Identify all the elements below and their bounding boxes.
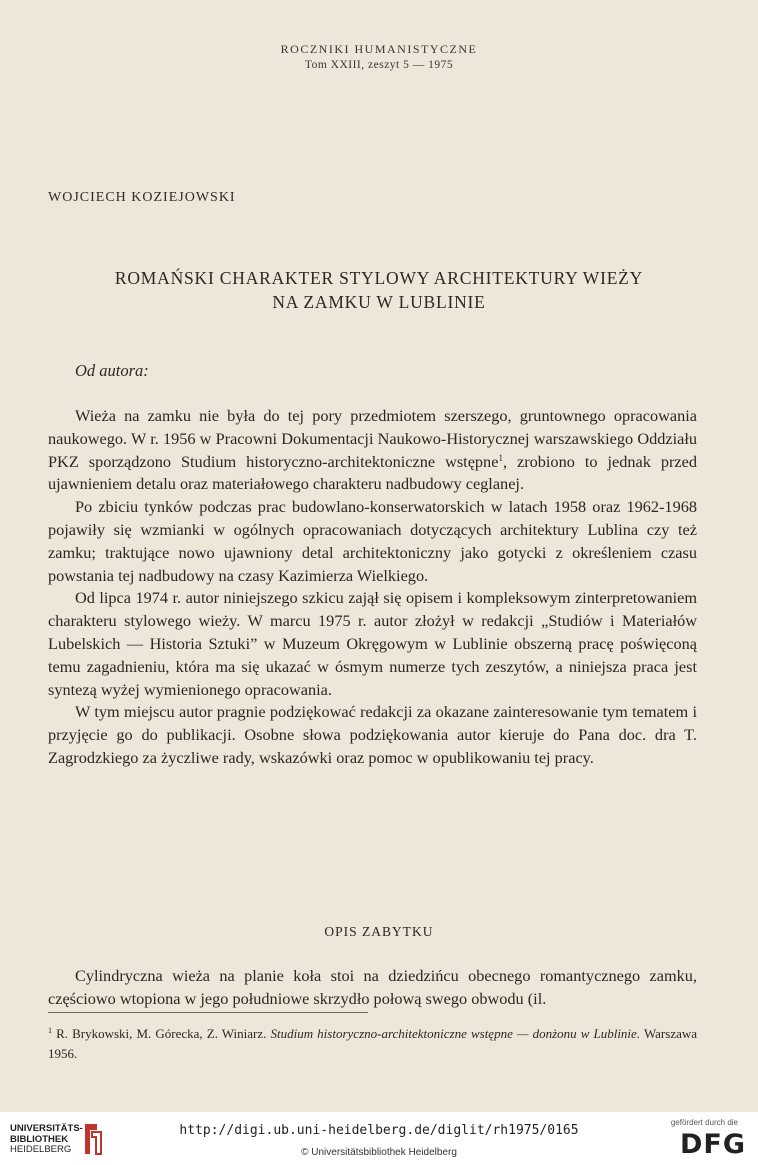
section-text xyxy=(48,965,697,1011)
from-author-heading: Od autora: xyxy=(75,361,149,380)
footnote-place: Warszawa 1956. xyxy=(48,1026,698,1061)
paragraph-1 xyxy=(48,405,697,496)
library-line-3: HEIDELBERG xyxy=(10,1144,72,1155)
footnote-number: 1 xyxy=(48,1026,52,1035)
footnote-divider xyxy=(48,1012,368,1013)
footnote-title: Studium historyczno-architektoniczne wstępne — donżonu w Lublinie. xyxy=(270,1026,641,1041)
paragraph-1-start: Wieża na zamku nie była do tej pory przedmiotem szerszego, gruntownego opracowania naukowego. W r. 1956 w Pracowni Dokumentacji Naukowo-Historycznej warszawskiego Oddziału PKZ sporządzono Studium historyczno-architektoniczne wstępne xyxy=(48,406,697,471)
paragraph-4: W tym miejscu autor pragnie podziękować redakcji za okazane zainteresowanie tym tematem i przyjęcie go do publikacji. Osobne słowa podziękowania autor kieruje do Pana doc. dra T. Zagrodzkiego za życzliwe rady, wskazówki oraz pomoc w opublikowaniu tej pracy. xyxy=(48,702,697,767)
preface-text xyxy=(48,405,697,770)
paragraph-1-end: , zrobiono to jednak przed ujawnieniem detalu oraz materiałowego charakteru nadbudowy ceglanej. xyxy=(48,451,697,494)
library-line-1: UNIVERSITÄTS- xyxy=(10,1123,83,1134)
library-line-2: BIBLIOTHEK xyxy=(10,1133,69,1145)
title-line-1: ROMAŃSKI CHARAKTER STYLOWY ARCHITEKTURY WIEŻY xyxy=(114,268,644,288)
copyright-notice: © Universitätsbibliothek Heidelberg xyxy=(301,1147,457,1158)
article-title xyxy=(0,266,758,314)
article-author: WOJCIECH KOZIEJOWSKI xyxy=(48,190,236,205)
footnote-authors: R. Brykowski, M. Górecka, Z. Winiarz. xyxy=(56,1026,267,1041)
paragraph-2: Po zbiciu tynków podczas prac budowlano-konserwatorskich w latach 1958 oraz 1962-1968 pojawiły się wzmianki w ogólnych opracowaniach dotyczących architektury Lublina czy też zamku; traktujące nowo ujawniony detal architektoniczny jako gotycki z określeniem czasu powstania tej nadbudowy na czasy Kazimierza Wielkiego. xyxy=(48,497,697,585)
section-paragraph-1: Cylindryczna wieża na planie koła stoi na dziedzińcu obecnego romantycznego zamku, częściowo wtopiona w jego południowe skrzydło połową swego obwodu (il. xyxy=(48,966,697,1008)
section-heading: OPIS ZABYTKU xyxy=(324,924,434,939)
dfg-logo[interactable]: DFG xyxy=(679,1129,746,1160)
journal-name: ROCZNIKI HUMANISTYCZNE xyxy=(280,42,478,56)
title-line-2: NA ZAMKU W LUBLINIE xyxy=(272,292,486,312)
funding-caption: gefördert durch die xyxy=(670,1118,738,1127)
paragraph-3: Od lipca 1974 r. autor niniejszego szkicu zajął się opisem i kompleksowym zinterpretowaniem charakteru stylowego wieży. W marcu 1975 r. autor złożył w redakcji „Studiów i Materiałów Lubelskich — Historia Sztuki” w Muzeum Okręgowym w Lublinie obszerną pracę poświęconą temu zagadnieniu, która ma się ukazać w ósmym numerze tych zeszytów, a niniejsza praca jest syntezą wyżej wymienionego opracowania. xyxy=(48,588,697,699)
footnote xyxy=(48,1024,697,1064)
digitization-footer xyxy=(0,1112,758,1165)
journal-volume: Tom XXIII, zeszyt 5 — 1975 xyxy=(304,59,454,71)
permalink-url[interactable]: http://digi.ub.uni-heidelberg.de/diglit/rh1975/0165 xyxy=(179,1123,579,1138)
footnote-ref[interactable]: 1 xyxy=(498,452,503,463)
journal-header xyxy=(0,41,758,73)
